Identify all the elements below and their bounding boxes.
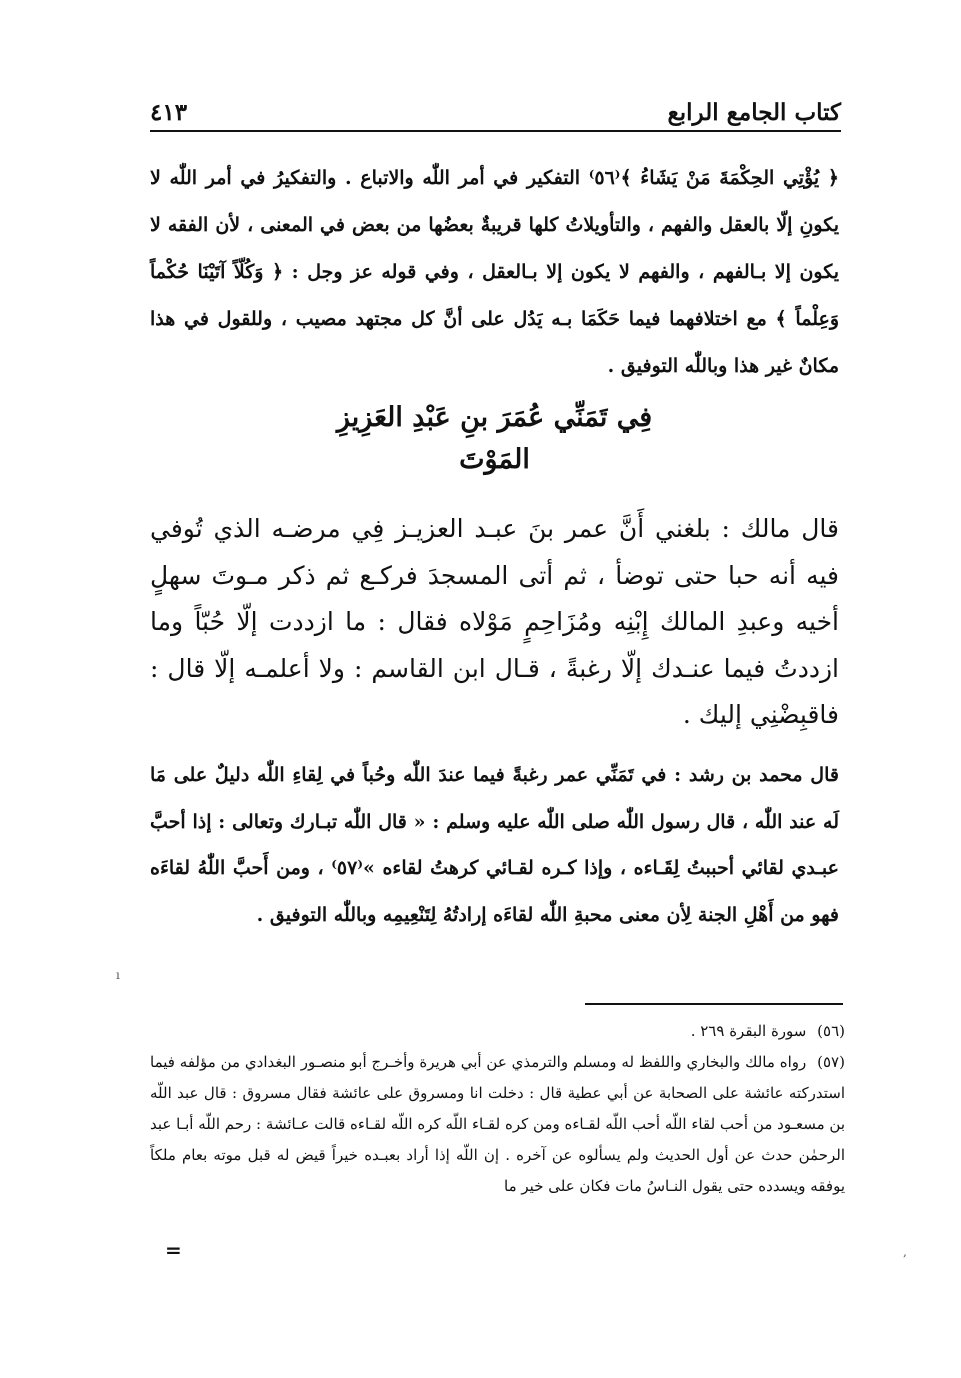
page-number: ٤١٣ <box>150 99 188 126</box>
intro-paragraph: ﴿ يُؤْتِي الحِكْمَةَ مَنْ يَشَاءُ ﴾⁽٥٦⁾ التفكير في أمر اللّٰه والاتباع . والتفكيرُ في أمر اللّٰه لا يكونِ إلّا بالعقل والفهم ، والتأويلاتُ كلها قريبةٌ بعضُها من بعض في المعنى ، لأن الفقه لا يكون إلا بـالفهم ، والفهم لا يكون إلا بـالعقل ، وفي قوله عز وجل : ﴿ وَكُلّاً آتَيْنَا حُكْماً وَعِلْماً ﴾ مع اختلافهما فيما حَكَمَا بـه يَدُل على أنَّ كل مجتهد مصيب ، وللقول في هذا مكانٌ غير هذا وباللّٰه التوفيق . <box>150 167 839 377</box>
footnote-rule <box>585 1003 843 1005</box>
running-head <box>150 86 841 126</box>
margin-speck: ı <box>116 968 120 982</box>
margin-speck: , <box>903 1245 907 1259</box>
footnote-56 <box>150 1016 845 1047</box>
ibn-rushd-paragraph: قال محمد بن رشد : في تَمَنِّي عمر رغبةً فيما عندَ اللّٰه وحُباً في لِقاءِ اللّٰه دليلٌ على مَا لَه عند اللّٰه ، قال رسول اللّٰه صلى اللّٰه عليه وسلم : « قال اللّٰه تبـارك وتعالى : إذا أحبَّ عبـدي لقائي أحببتُ لِقَـاءه ، وإذا كـره لقـائي كرهتُ لقاءه »⁽٥٧⁾ ، ومن أَحبَّ اللّٰهُ لقاءَه فهو من أَهْلِ الجنة لِأن معنى محبةِ اللّٰه لقاءَه إرادتُهُ لِتَنْعِيمِه وباللّٰه التوفيق . <box>150 764 840 926</box>
section-heading-line-1: فِي تَمَنِّي عُمَرَ بنِ عَبْدِ العَزِيزِ <box>336 402 653 433</box>
footnote-text: رواه مالك والبخاري واللفظ له ومسلم والترمذي عن أبي هريرة وأخـرج أبو منصـور البغدادي من مؤلفه فيما استدركته عائشة على الصحابة عن أبي عطية قال : دخلت انا ومسروق على عائشة فقال مسروق : قال عبد اللّه بن مسعـود من أحب لقاء اللّه أحب اللّه لقـاءه ومن كره لقـاء اللّه كره اللّه لقـاءه قالت عـائشة : رحم اللّه أبـا عبد الرحمٰن حدث عن أول الحديث ولم يسألوه عن آخره . إن اللّه إذا أراد بعبـده خيراً قيض له قبل موته بعام ملكاً يوفقه ويسدده حتى يقول النـاسُ مات فكان على خير ما <box>150 1053 845 1195</box>
running-title: كتاب الجامع الرابع <box>667 99 841 126</box>
footnote-text: سورة البقرة ٢٦٩ . <box>690 1022 807 1040</box>
header-rule <box>150 130 841 132</box>
footnotes <box>150 1016 845 1202</box>
continuation-mark: = <box>165 1238 182 1262</box>
footnote-number: (٥٧) <box>817 1053 845 1071</box>
section-heading-line-2: المَوْتَ <box>459 444 530 475</box>
malik-paragraph: قال مالك : بلغني أَنَّ عمر بنَ عبـد العزيـز فِي مرضـه الذي تُوفي فيه أنه حبا حتى توضأ ، ثم أتى المسجدَ فركـع ثم ذكر مـوتَ سهلٍ أخيه وعبدِ المالك إِبْنِه ومُزَاحِمٍ مَوْلاه فقال : ما ازددت إلّا حُبّاً وما ازددتُ فيما عنـدك إلّا رغبةً ، قـال ابن القاسم : ولا أعلمـه إلّا قال : فاقبِضْنِي إليك . <box>150 514 839 729</box>
footnote-number: (٥٦) <box>817 1022 845 1040</box>
footnote-57 <box>150 1047 845 1202</box>
